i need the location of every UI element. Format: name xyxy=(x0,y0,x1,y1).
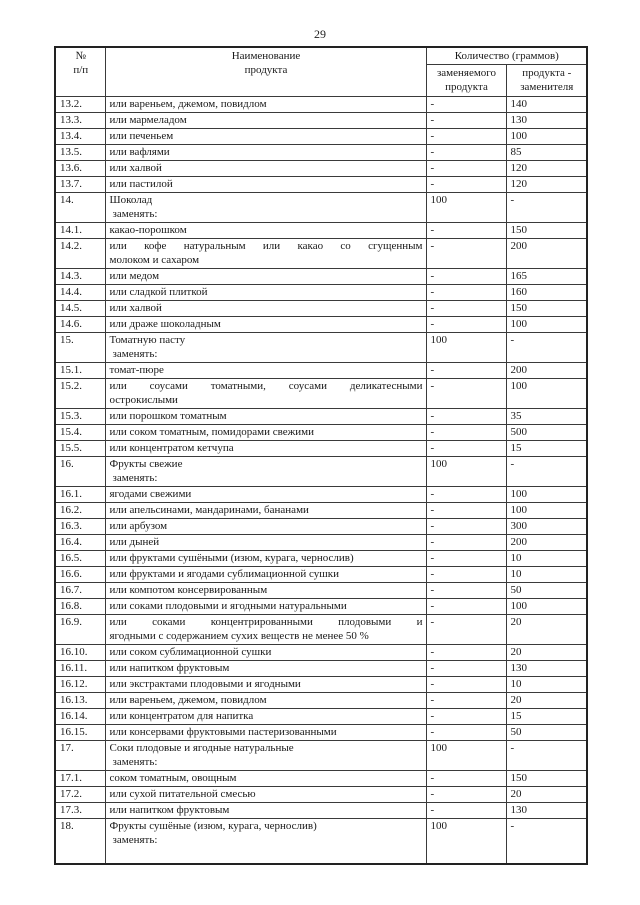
row-number: 15.5. xyxy=(55,441,105,457)
table-row xyxy=(55,535,587,551)
table-row xyxy=(55,771,587,787)
header-row-number-line1: № xyxy=(75,50,86,62)
qty-replaced-value: - xyxy=(426,725,506,741)
table-header xyxy=(55,47,587,97)
qty-substitute-value: 130 xyxy=(506,803,587,819)
table-row xyxy=(55,317,587,333)
qty-replaced-value: - xyxy=(426,177,506,193)
product-name: или напитком фруктовым xyxy=(105,803,426,819)
table-row xyxy=(55,567,587,583)
header-product-name xyxy=(105,47,426,97)
row-number: 17.1. xyxy=(55,771,105,787)
row-number: 16.6. xyxy=(55,567,105,583)
table-row xyxy=(55,503,587,519)
table-row xyxy=(55,787,587,803)
qty-replaced-value: - xyxy=(426,583,506,599)
qty-replaced-value: - xyxy=(426,519,506,535)
qty-substitute-value: 500 xyxy=(506,425,587,441)
product-name: Соки плодовые и ягодные натуральные заменять: xyxy=(105,741,426,771)
qty-replaced-value: - xyxy=(426,803,506,819)
product-name: или соками концентрированными плодовыми и ягодными с содержанием сухих веществ не менее 50 % xyxy=(105,615,426,645)
qty-replaced-value: - xyxy=(426,535,506,551)
qty-replaced-value: - xyxy=(426,787,506,803)
product-name: или порошком томатным xyxy=(105,409,426,425)
product-name: или фруктами сушёными (изюм, курага, чернослив) xyxy=(105,551,426,567)
replace-label: заменять: xyxy=(112,472,158,484)
row-number: 16.10. xyxy=(55,645,105,661)
qty-substitute-value: 50 xyxy=(506,583,587,599)
table-row xyxy=(55,301,587,317)
qty-replaced-value: - xyxy=(426,709,506,725)
qty-replaced-value: - xyxy=(426,363,506,379)
product-name: Фрукты сушёные (изюм, курага, чернослив) заменять: xyxy=(105,819,426,865)
qty-substitute-value: 20 xyxy=(506,787,587,803)
qty-replaced-value: - xyxy=(426,409,506,425)
table-row xyxy=(55,239,587,269)
product-name: или соком сублимационной сушки xyxy=(105,645,426,661)
table-row xyxy=(55,803,587,819)
qty-substitute-value: 100 xyxy=(506,129,587,145)
header-qty-substitute-line2: заменителя xyxy=(520,81,574,93)
product-name: или соком томатным, помидорами свежими xyxy=(105,425,426,441)
row-number: 16.9. xyxy=(55,615,105,645)
product-name: или консервами фруктовыми пастеризованными xyxy=(105,725,426,741)
product-name: Томатную пасту заменять: xyxy=(105,333,426,363)
row-number: 13.6. xyxy=(55,161,105,177)
qty-substitute-value: 140 xyxy=(506,97,587,113)
table-row xyxy=(55,145,587,161)
qty-replaced-value: - xyxy=(426,161,506,177)
row-number: 13.4. xyxy=(55,129,105,145)
product-name: или вареньем, джемом, повидлом xyxy=(105,693,426,709)
qty-substitute-value: 150 xyxy=(506,771,587,787)
product-name: или экстрактами плодовыми и ягодными xyxy=(105,677,426,693)
product-name: или сладкой плиткой xyxy=(105,285,426,301)
product-name: или халвой xyxy=(105,161,426,177)
product-name: или пастилой xyxy=(105,177,426,193)
qty-replaced-value: - xyxy=(426,677,506,693)
product-name: или компотом консервированным xyxy=(105,583,426,599)
qty-substitute-value: 130 xyxy=(506,113,587,129)
qty-substitute-value: - xyxy=(506,193,587,223)
row-number: 16.14. xyxy=(55,709,105,725)
product-name: или медом xyxy=(105,269,426,285)
row-number: 17.2. xyxy=(55,787,105,803)
qty-substitute-value: - xyxy=(506,457,587,487)
row-number: 16.12. xyxy=(55,677,105,693)
row-number: 16.3. xyxy=(55,519,105,535)
table-row xyxy=(55,223,587,239)
qty-replaced-value: - xyxy=(426,317,506,333)
row-number: 13.3. xyxy=(55,113,105,129)
row-number: 17. xyxy=(55,741,105,771)
table-row xyxy=(55,425,587,441)
qty-replaced-value: - xyxy=(426,301,506,317)
qty-replaced-value: 100 xyxy=(426,457,506,487)
header-quantity-group: Количество (граммов) xyxy=(426,47,587,65)
product-name: или вафлями xyxy=(105,145,426,161)
header-row-number xyxy=(55,47,105,97)
qty-substitute-value: 20 xyxy=(506,615,587,645)
product-name: Шоколад заменять: xyxy=(105,193,426,223)
product-name: или печеньем xyxy=(105,129,426,145)
qty-substitute-value: 10 xyxy=(506,551,587,567)
qty-replaced-value: - xyxy=(426,285,506,301)
qty-substitute-value: 200 xyxy=(506,535,587,551)
row-number: 16.7. xyxy=(55,583,105,599)
product-name: соком томатным, овощным xyxy=(105,771,426,787)
product-name: или арбузом xyxy=(105,519,426,535)
qty-replaced-value: - xyxy=(426,503,506,519)
qty-substitute-value: 120 xyxy=(506,177,587,193)
qty-replaced-value: - xyxy=(426,269,506,285)
row-number: 14. xyxy=(55,193,105,223)
qty-substitute-value: 300 xyxy=(506,519,587,535)
product-name: или кофе натуральным или какао со сгущенным молоком и сахаром xyxy=(105,239,426,269)
qty-substitute-value: 10 xyxy=(506,567,587,583)
table-row xyxy=(55,741,587,771)
row-number: 14.3. xyxy=(55,269,105,285)
qty-replaced-value: - xyxy=(426,487,506,503)
header-row-number-line2: п/п xyxy=(73,64,89,76)
qty-substitute-value: 150 xyxy=(506,223,587,239)
table-row xyxy=(55,379,587,409)
qty-replaced-value: 100 xyxy=(426,333,506,363)
row-number: 18. xyxy=(55,819,105,865)
qty-substitute-value: 200 xyxy=(506,363,587,379)
qty-substitute-value: 200 xyxy=(506,239,587,269)
qty-replaced-value: - xyxy=(426,97,506,113)
qty-replaced-value: - xyxy=(426,567,506,583)
row-number: 16.15. xyxy=(55,725,105,741)
qty-substitute-value: 15 xyxy=(506,709,587,725)
product-name: или напитком фруктовым xyxy=(105,661,426,677)
table-row xyxy=(55,177,587,193)
qty-substitute-value: 150 xyxy=(506,301,587,317)
qty-replaced-value: - xyxy=(426,661,506,677)
product-name: или соусами томатными, соусами деликатесными острокислыми xyxy=(105,379,426,409)
qty-replaced-value: 100 xyxy=(426,193,506,223)
replace-label: заменять: xyxy=(112,834,158,846)
replace-label: заменять: xyxy=(112,756,158,768)
qty-replaced-value: - xyxy=(426,693,506,709)
qty-substitute-value: 100 xyxy=(506,503,587,519)
row-number: 14.2. xyxy=(55,239,105,269)
qty-replaced-value: 100 xyxy=(426,741,506,771)
product-name: или драже шоколадным xyxy=(105,317,426,333)
header-qty-replaced xyxy=(426,65,506,97)
table-row xyxy=(55,661,587,677)
row-number: 16.11. xyxy=(55,661,105,677)
table-row xyxy=(55,599,587,615)
product-name: или мармеладом xyxy=(105,113,426,129)
table-row xyxy=(55,677,587,693)
row-number: 16. xyxy=(55,457,105,487)
table-row xyxy=(55,269,587,285)
qty-substitute-value: - xyxy=(506,741,587,771)
product-name: томат-пюре xyxy=(105,363,426,379)
header-qty-replaced-line2: продукта xyxy=(445,81,488,93)
row-number: 16.8. xyxy=(55,599,105,615)
header-qty-substitute xyxy=(506,65,587,97)
qty-substitute-value: - xyxy=(506,333,587,363)
table-row xyxy=(55,193,587,223)
product-name: или дыней xyxy=(105,535,426,551)
table-row xyxy=(55,645,587,661)
product-name: или сухой питательной смесью xyxy=(105,787,426,803)
table-row xyxy=(55,285,587,301)
replace-label: заменять: xyxy=(112,348,158,360)
table-row xyxy=(55,583,587,599)
table-row xyxy=(55,441,587,457)
qty-replaced-value: - xyxy=(426,645,506,661)
page-number: 29 xyxy=(314,27,326,41)
row-number: 13.2. xyxy=(55,97,105,113)
product-name: или концентратом кетчупа xyxy=(105,441,426,457)
qty-substitute-value: 165 xyxy=(506,269,587,285)
table-row xyxy=(55,487,587,503)
row-number: 14.1. xyxy=(55,223,105,239)
product-name: или вареньем, джемом, повидлом xyxy=(105,97,426,113)
qty-replaced-value: - xyxy=(426,615,506,645)
qty-substitute-value: 10 xyxy=(506,677,587,693)
qty-substitute-value: - xyxy=(506,819,587,865)
qty-replaced-value: - xyxy=(426,551,506,567)
qty-replaced-value: - xyxy=(426,145,506,161)
row-number: 14.4. xyxy=(55,285,105,301)
table-row xyxy=(55,725,587,741)
table-row xyxy=(55,113,587,129)
header-product-name-line1: Наименование xyxy=(231,50,301,62)
table-body xyxy=(55,97,587,865)
row-number: 14.6. xyxy=(55,317,105,333)
row-number: 15.1. xyxy=(55,363,105,379)
qty-substitute-value: 85 xyxy=(506,145,587,161)
product-name: ягодами свежими xyxy=(105,487,426,503)
product-name: Фрукты свежие заменять: xyxy=(105,457,426,487)
qty-substitute-value: 100 xyxy=(506,487,587,503)
product-name: или халвой xyxy=(105,301,426,317)
qty-replaced-value: 100 xyxy=(426,819,506,865)
row-number: 15.2. xyxy=(55,379,105,409)
qty-substitute-value: 20 xyxy=(506,645,587,661)
qty-replaced-value: - xyxy=(426,129,506,145)
header-product-name-line2: продукта xyxy=(244,64,288,76)
product-name: или апельсинами, мандаринами, бананами xyxy=(105,503,426,519)
table-row xyxy=(55,457,587,487)
row-number: 16.5. xyxy=(55,551,105,567)
qty-substitute-value: 130 xyxy=(506,661,587,677)
row-number: 15. xyxy=(55,333,105,363)
qty-replaced-value: - xyxy=(426,771,506,787)
qty-substitute-value: 120 xyxy=(506,161,587,177)
table-row xyxy=(55,409,587,425)
qty-substitute-value: 100 xyxy=(506,317,587,333)
product-name: или концентратом для напитка xyxy=(105,709,426,725)
row-number: 13.7. xyxy=(55,177,105,193)
qty-substitute-value: 50 xyxy=(506,725,587,741)
table-row xyxy=(55,819,587,865)
table-row xyxy=(55,709,587,725)
qty-replaced-value: - xyxy=(426,113,506,129)
qty-replaced-value: - xyxy=(426,239,506,269)
qty-substitute-value: 35 xyxy=(506,409,587,425)
replace-label: заменять: xyxy=(112,208,158,220)
product-name: или соками плодовыми и ягодными натуральными xyxy=(105,599,426,615)
table-row xyxy=(55,161,587,177)
qty-substitute-value: 160 xyxy=(506,285,587,301)
row-number: 16.2. xyxy=(55,503,105,519)
row-number: 15.4. xyxy=(55,425,105,441)
table-row xyxy=(55,97,587,113)
qty-replaced-value: - xyxy=(426,379,506,409)
header-qty-replaced-line1: заменяемого xyxy=(436,67,497,79)
table-row xyxy=(55,129,587,145)
qty-replaced-value: - xyxy=(426,425,506,441)
row-number: 14.5. xyxy=(55,301,105,317)
row-number: 15.3. xyxy=(55,409,105,425)
qty-replaced-value: - xyxy=(426,441,506,457)
qty-replaced-value: - xyxy=(426,599,506,615)
qty-substitute-value: 100 xyxy=(506,599,587,615)
row-number: 16.13. xyxy=(55,693,105,709)
row-number: 16.4. xyxy=(55,535,105,551)
row-number: 16.1. xyxy=(55,487,105,503)
qty-substitute-value: 20 xyxy=(506,693,587,709)
table-row xyxy=(55,363,587,379)
table-row xyxy=(55,519,587,535)
table-row xyxy=(55,551,587,567)
qty-substitute-value: 15 xyxy=(506,441,587,457)
row-number: 13.5. xyxy=(55,145,105,161)
table-row xyxy=(55,333,587,363)
product-name: какао-порошком xyxy=(105,223,426,239)
row-number: 17.3. xyxy=(55,803,105,819)
qty-substitute-value: 100 xyxy=(506,379,587,409)
header-qty-substitute-line1: продукта - xyxy=(522,67,572,79)
table-row xyxy=(55,615,587,645)
table-row xyxy=(55,693,587,709)
product-name: или фруктами и ягодами сублимационной сушки xyxy=(105,567,426,583)
qty-replaced-value: - xyxy=(426,223,506,239)
substitution-table xyxy=(54,46,588,865)
